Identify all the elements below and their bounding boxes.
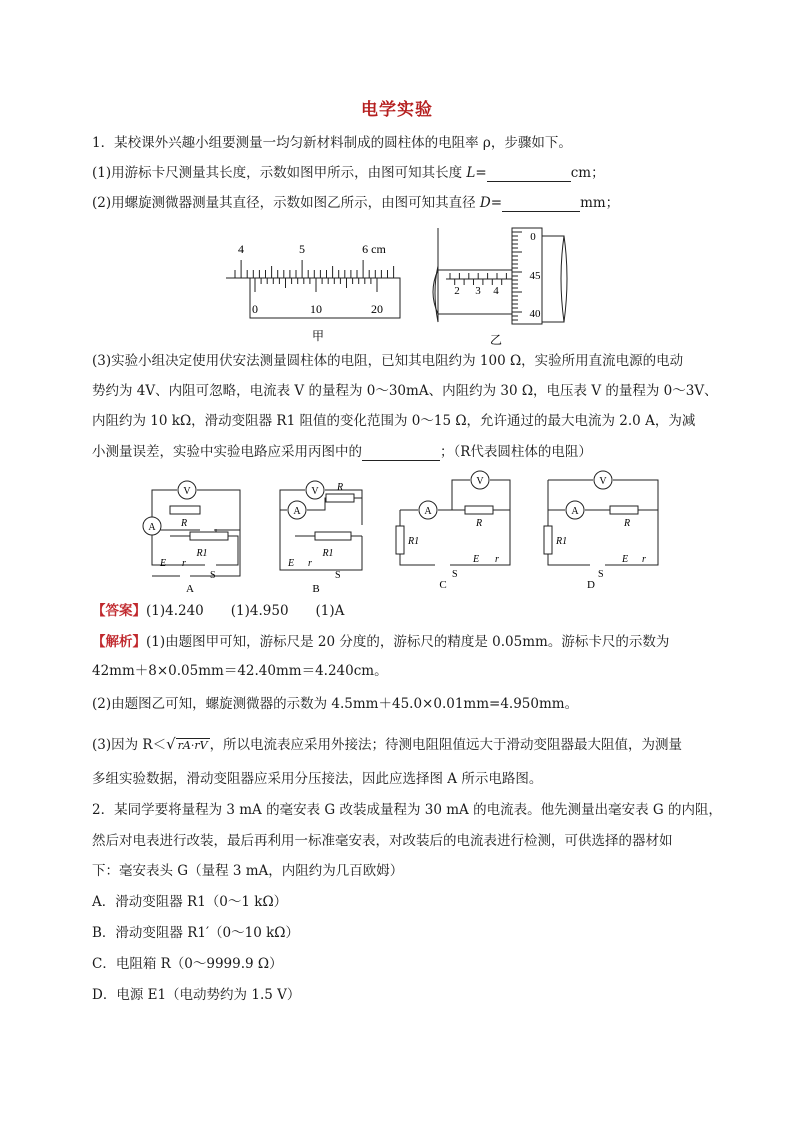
micrometer-thimble-label-45: 45 (529, 270, 541, 282)
vernier-caliper-figure (222, 238, 402, 348)
resistor-d (610, 506, 638, 514)
battery-a-label: E (160, 558, 167, 569)
q1-part2-var: D= (479, 195, 503, 211)
circuit-d-label: D (587, 579, 595, 591)
q2-line1: 2．某同学要将量程为 3 mA 的毫安表 G 改装成量程为 30 mA 的电流表。他先测量出毫安表 G 的内阻， (92, 802, 722, 818)
micrometer-figure (424, 222, 574, 350)
internal-r-c-label: r (495, 554, 499, 565)
caliper-vernier-label-0: 0 (252, 302, 258, 316)
internal-r-a-label: r (182, 558, 186, 569)
answer-label: 【答案】 (92, 603, 146, 619)
micrometer-sleeve-label-4: 4 (493, 285, 499, 297)
voltmeter-a-label: V (183, 486, 191, 497)
micrometer-sleeve-label-3: 3 (475, 285, 481, 297)
circuit-a-label: A (186, 583, 194, 595)
caliper-main-label-4: 4 (238, 242, 244, 256)
q2-option-b: B．滑动变阻器 R1′（0～10 kΩ） (92, 925, 299, 941)
analysis-line1 (92, 633, 669, 651)
circuit-d (548, 480, 658, 565)
circuit-c (400, 480, 510, 565)
battery-c-label: E (473, 554, 480, 565)
caliper-caption: 甲 (311, 329, 325, 343)
q2-line3: 下：毫安表头 G（量程 3 mA，内阻约为几百欧姆） (92, 863, 404, 879)
q2-option-c: C．电阻箱 R（0～9999.9 Ω） (92, 956, 283, 972)
voltmeter-d-label: V (599, 476, 607, 487)
q1-part3-line3: 内阻约为 10 kΩ，滑动变阻器 R1 阻值的变化范围为 0～15 Ω，允许通过的最大电流为 2.0 A，为减 (92, 413, 696, 429)
voltmeter-b-label: V (311, 486, 319, 497)
micrometer-sleeve-label-2: 2 (454, 285, 460, 297)
circuit-c-label: C (439, 579, 447, 591)
answer-blank-circuit[interactable] (362, 446, 440, 461)
q1-part1-unit: cm； (570, 165, 605, 181)
answer-line (92, 602, 344, 620)
caliper-vernier-label-10: 10 (310, 302, 322, 316)
caliper-vernier-label-20: 20 (371, 302, 383, 316)
q1-part1-text: (1)用游标卡尺测量其长度，示数如图甲所示，由图可知其长度 (92, 165, 467, 181)
resistor-d-label: R (623, 518, 631, 529)
q1-part2 (92, 194, 619, 212)
q1-part3-line2: 势约为 4V、内阻可忽略，电流表 V 的量程为 0～30mA、内阻约为 30 Ω，电压表 V 的量程为 0～3V、 (92, 383, 718, 399)
resistor-b (326, 494, 354, 502)
q1-part3-line4-tail: ；（R代表圆柱体的电阻） (440, 444, 592, 460)
resistor-b-label: R (336, 482, 344, 493)
q1-part3-line1: (3)实验小组决定使用伏安法测量圆柱体的电阻，已知其电阻约为 100 Ω，实验所用直流电源的电动 (92, 353, 684, 369)
q2-option-a: A．滑动变阻器 R1（0～1 kΩ） (92, 894, 288, 910)
circuit-b-label: B (312, 583, 320, 595)
q1-part1 (92, 164, 605, 182)
ammeter-c-label: A (424, 506, 432, 517)
rheostat-c-label: R1 (408, 536, 420, 547)
analysis-part1-text: (1)由题图甲可知，游标尺是 20 分度的，游标尺的精度是 0.05mm。游标卡尺的示数为 (146, 634, 670, 650)
analysis-part3-pre: (3)因为 R＜ (92, 737, 167, 753)
battery-b-label: E (288, 558, 295, 569)
analysis-part1-formula: 42mm＋8×0.05mm＝42.40mm＝4.240cm。 (92, 663, 388, 679)
rheostat-b-label: R1 (322, 548, 334, 559)
page-title: 电学实验 (361, 100, 433, 120)
ammeter-b-label: A (293, 506, 301, 517)
analysis-label: 【解析】 (92, 634, 146, 650)
switch-d-label: S (598, 569, 604, 580)
caliper-main-label-6cm: 6 cm (362, 242, 386, 256)
internal-r-b-label: r (308, 558, 312, 569)
sqrt-sign: √ (166, 735, 176, 753)
q1-part2-unit: mm； (580, 195, 620, 211)
micrometer-thimble-label-0: 0 (530, 231, 536, 243)
resistor-a-label: R (180, 518, 188, 529)
q2-option-d: D．电源 E1（电动势约为 1.5 V） (92, 987, 301, 1003)
micrometer-caption: 乙 (489, 333, 503, 347)
voltmeter-c-label: V (476, 476, 484, 487)
analysis-part2: (2)由题图乙可知，螺旋测微器的示数为 4.5mm＋45.0×0.01mm=4.950mm。 (92, 696, 579, 712)
ammeter-a-label: A (148, 522, 156, 533)
circuit-diagrams (130, 470, 670, 596)
rheostat-b (315, 532, 351, 540)
micrometer-thimble-label-40: 40 (529, 308, 541, 320)
answer-blank-diameter[interactable] (502, 197, 580, 212)
rheostat-d (544, 526, 552, 554)
switch-c-label: S (452, 569, 458, 580)
battery-d-label: E (622, 554, 629, 565)
switch-b-label: S (335, 570, 341, 581)
resistor-c (465, 506, 493, 514)
analysis-part3-line1 (92, 735, 682, 755)
q1-part3-line4 (92, 443, 592, 461)
resistor-c-label: R (475, 518, 483, 529)
micrometer-ratchet (542, 236, 564, 322)
rheostat-a (190, 532, 228, 540)
answer-text: (1)4.240 (1)4.950 (1)A (146, 603, 345, 619)
ammeter-d-label: A (571, 506, 579, 517)
q1-part3-line4-text: 小测量误差，实验中实验电路应采用丙图中的 (92, 444, 362, 460)
sqrt-radicand: rA·rV (177, 739, 208, 752)
q1-stem: 1．某校课外兴趣小组要测量一均匀新材料制成的圆柱体的电阻率 ρ，步骤如下。 (92, 135, 572, 151)
rheostat-c (396, 526, 404, 554)
micrometer-ratchet-edge (564, 236, 567, 322)
q2-line2: 然后对电表进行改装，最后再利用一标准毫安表，对改装后的电流表进行检测，可供选择的器材如 (92, 833, 673, 849)
resistor-a (170, 506, 200, 514)
switch-a-label: S (210, 570, 216, 581)
caliper-main-label-5: 5 (299, 242, 305, 256)
internal-r-d-label: r (642, 554, 646, 565)
q1-part1-var: L= (466, 165, 487, 181)
analysis-part3-line2: 多组实验数据，滑动变阻器应采用分压接法，因此应选择图 A 所示电路图。 (92, 771, 543, 787)
answer-blank-length[interactable] (487, 167, 571, 182)
rheostat-a-label: R1 (196, 548, 208, 559)
q1-part2-text: (2)用螺旋测微器测量其直径，示数如图乙所示，由图可知其直径 (92, 195, 480, 211)
analysis-part3-post: ，所以电流表应采用外接法；待测电阻阻值远大于滑动变阻器最大阻值，为测量 (209, 737, 683, 753)
rheostat-d-label: R1 (556, 536, 568, 547)
